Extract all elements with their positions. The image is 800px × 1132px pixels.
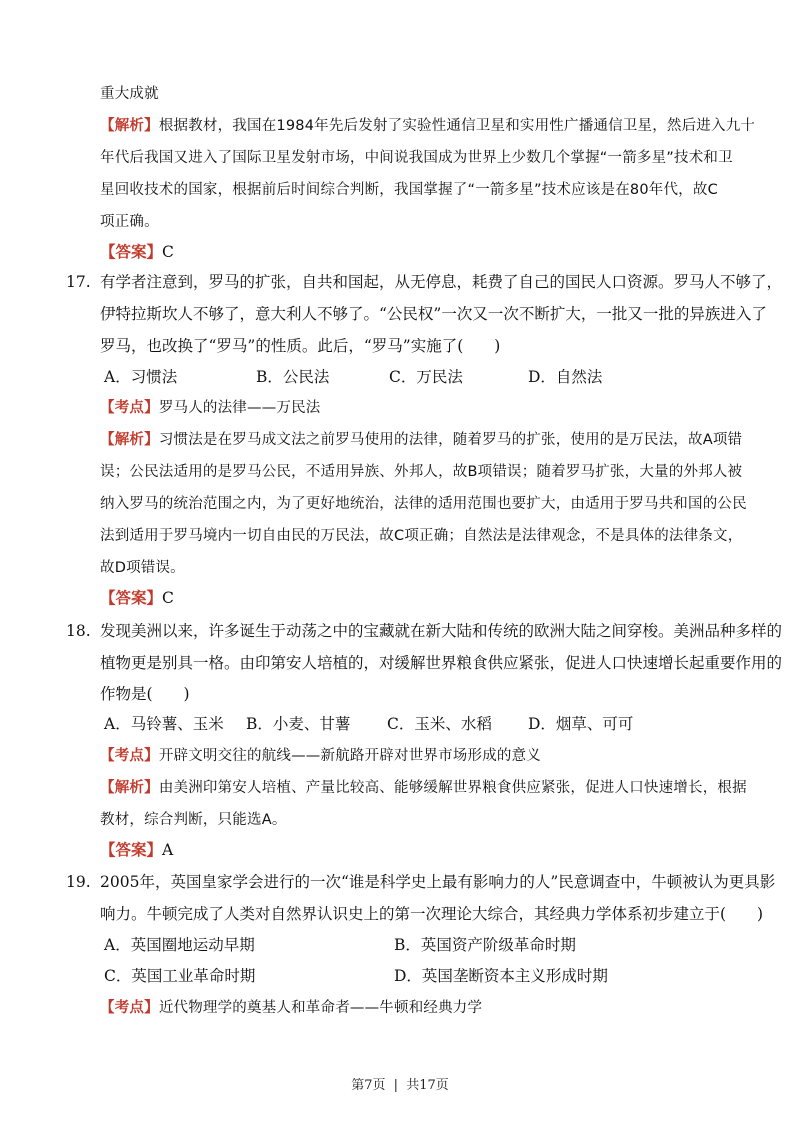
q19-option-a: A．英国圈地运动早期 (104, 936, 255, 954)
q16-tail: 重大成就 (100, 86, 159, 102)
q16-analysis-line-3: 星回收技术的国家，根据前后时间综合判断，我国掌握了“一箭多星”技术应该是在80年代，故C (100, 182, 718, 198)
q17-stem-line-2: 伊特拉斯坎人不够了，意大利人不够了。“公民权”一次又一次不断扩大，一批又一批的异族进入了 (100, 305, 767, 323)
q16-answer (100, 242, 702, 262)
point-tag: 【考点】 (100, 748, 159, 764)
q18-analysis-line-1: 【解析】由美洲印第安人培植、产量比较高、能够缓解世界粮食供应紧张，促进人口快速增长，根据 (100, 780, 747, 796)
answer-tag: 【答案】 (100, 840, 163, 859)
q18-point: 【考点】开辟文明交往的航线——新航路开辟对世界市场形成的意义 (100, 748, 542, 764)
q17-option-d: D．自然法 (528, 368, 603, 386)
q17-number: 17. (66, 273, 91, 291)
q17-answer (100, 588, 702, 608)
answer-tag: 【答案】 (100, 242, 163, 261)
q19-point: 【考点】近代物理学的奠基人和革命者——牛顿和经典力学 (100, 1000, 483, 1016)
q16-analysis-line-2: 年代后我国又进入了国际卫星发射市场，中间说我国成为世界上少数几个掌握“一箭多星”技术和卫 (100, 150, 733, 166)
q16-analysis-line-1: 【解析】根据教材，我国在1984年先后发射了实验性通信卫星和实用性广播通信卫星，然后进入九十 (100, 118, 756, 134)
q19-option-d: D．英国垄断资本主义形成时期 (394, 967, 608, 985)
q18-stem-line-1: 发现美洲以来，许多诞生于动荡之中的宝藏就在新大陆和传统的欧洲大陆之间穿梭。美洲品种多样的 (100, 622, 783, 640)
answer-value: C (162, 589, 174, 607)
q17-analysis-line-2: 误；公民法适用的是罗马公民，不适用异族、外邦人，故B项错误；随着罗马扩张，大量的外邦人被 (100, 464, 743, 480)
q19-option-b: B．英国资产阶级革命时期 (394, 936, 576, 954)
q18-number: 18. (66, 622, 91, 640)
page-footer (0, 1074, 800, 1093)
q19-stem-line-1: 2005年，英国皇家学会进行的一次“谁是科学史上最有影响力的人”民意调查中，牛顿被认为更具影 (100, 873, 776, 891)
answer-tag: 【答案】 (100, 588, 163, 607)
q17-analysis-line-1: 【解析】习惯法是在罗马成文法之前罗马使用的法律，随着罗马的扩张，使用的是万民法，故A项错 (100, 432, 743, 448)
analysis-tag: 【解析】 (100, 780, 159, 796)
q18-stem-line-2: 植物更是别具一格。由印第安人培植的，对缓解世界粮食供应紧张，促进人口快速增长起重要作用的 (100, 654, 783, 672)
q17-option-b: B．公民法 (256, 368, 330, 386)
q16-analysis-line-4: 项正确。 (100, 214, 159, 230)
q19-option-c: C．英国工业革命时期 (104, 967, 256, 985)
page-total: 共17页 (406, 1078, 449, 1093)
q18-stem-line-3: 作物是( ) (100, 685, 190, 703)
q18-analysis-line-2: 教材，综合判断，只能选A。 (100, 812, 287, 828)
q18-option-d: D．烟草、可可 (528, 715, 634, 733)
page-number: 第7页 (351, 1078, 386, 1093)
analysis-tag: 【解析】 (100, 118, 159, 134)
q17-option-a: A．习惯法 (104, 368, 178, 386)
analysis-tag: 【解析】 (100, 432, 159, 448)
q17-stem-line-3: 罗马，也改换了“罗马”的性质。此后，“罗马”实施了( ) (100, 337, 501, 355)
answer-value: A (162, 841, 174, 859)
q18-answer (100, 840, 702, 860)
q18-option-a: A．马铃薯、玉米 (104, 715, 224, 733)
q19-stem-line-2: 响力。牛顿完成了人类对自然界认识史上的第一次理论大综合，其经典力学体系初步建立于( ) (100, 905, 764, 923)
q19-number: 19. (66, 873, 91, 891)
q18-option-b: B．小麦、甘薯 (246, 715, 351, 733)
point-tag: 【考点】 (100, 1000, 159, 1016)
q17-stem-line-1: 有学者注意到，罗马的扩张，自共和国起，从无停息，耗费了自己的国民人口资源。罗马人不够了， (100, 273, 783, 291)
q17-analysis-line-5: 故D项错误。 (100, 560, 185, 576)
q17-analysis-line-4: 法到适用于罗马境内一切自由民的万民法，故C项正确；自然法是法律观念，不是具体的法律条文， (100, 528, 743, 544)
answer-value: C (162, 243, 174, 261)
point-tag: 【考点】 (100, 400, 159, 416)
q17-option-c: C．万民法 (389, 368, 463, 386)
q17-analysis-line-3: 纳入罗马的统治范围之内，为了更好地统治，法律的适用范围也要扩大，由适用于罗马共和国的公民 (100, 496, 747, 512)
q18-option-c: C．玉米、水稻 (387, 715, 492, 733)
q17-point: 【考点】罗马人的法律——万民法 (100, 400, 321, 416)
footer-separator: | (393, 1078, 399, 1093)
